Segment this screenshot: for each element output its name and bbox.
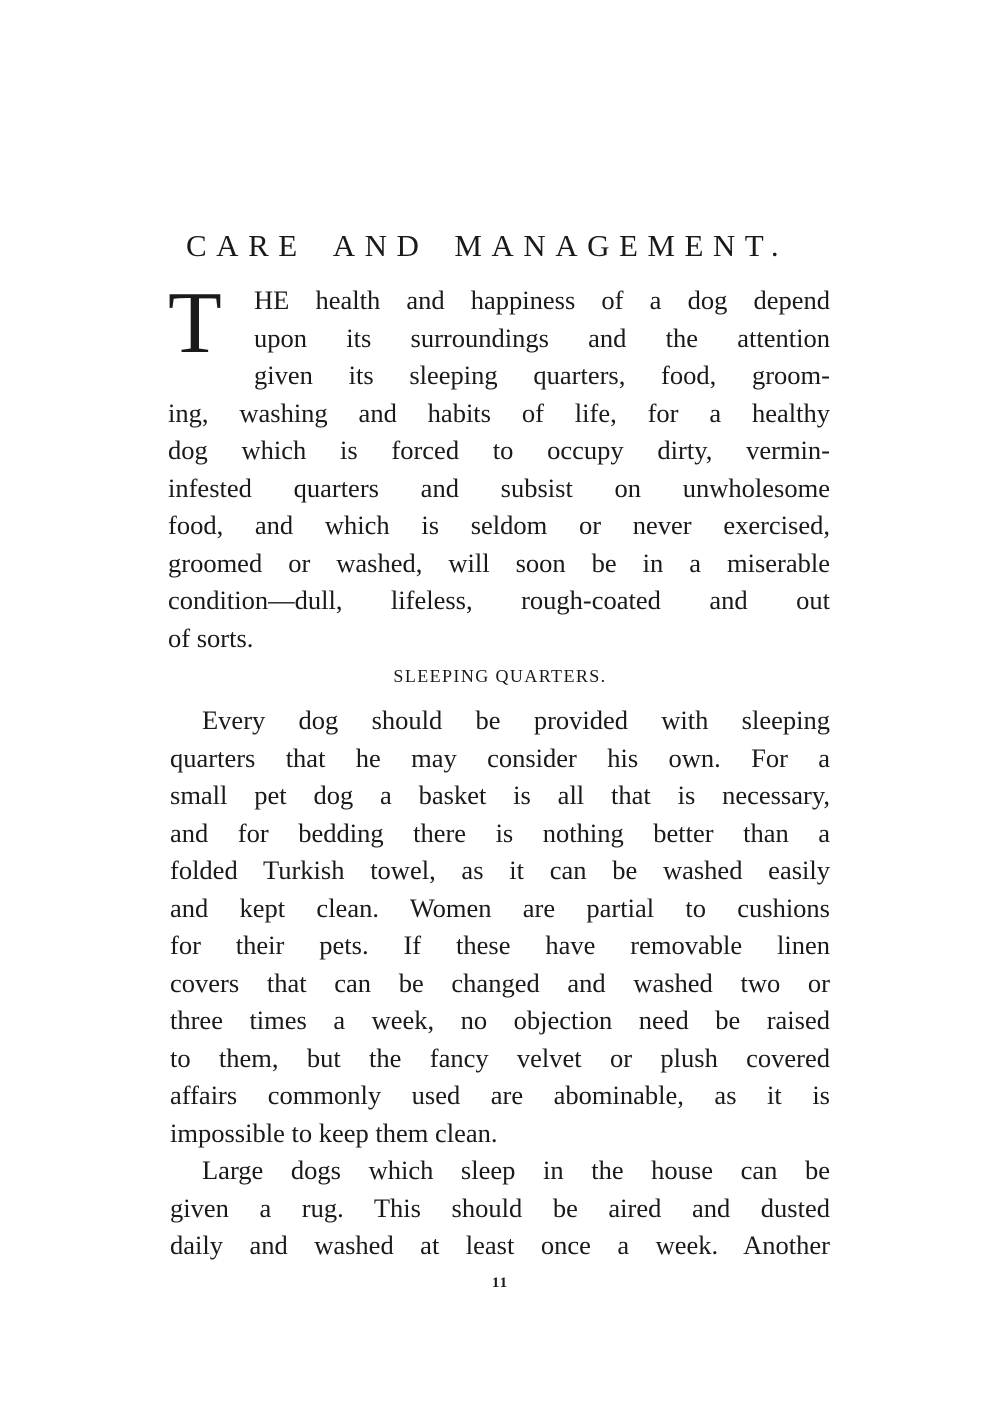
text-line: impossible to keep them clean. bbox=[170, 1117, 498, 1148]
text-line: for their pets. If these have removable linen bbox=[170, 930, 830, 960]
text-line: and kept clean. Women are partial to cushions bbox=[170, 892, 830, 923]
text-line: folded Turkish towel, as it can be washed easily bbox=[170, 855, 830, 885]
text-line: covers that can be changed and washed two or bbox=[170, 967, 830, 998]
text-line: HE health and happiness of a dog depend bbox=[254, 285, 830, 315]
text-line: three times a week, no objection need be raised bbox=[170, 1005, 830, 1035]
text-line: upon its surroundings and the attention bbox=[254, 322, 830, 353]
page-number: 11 bbox=[491, 1275, 509, 1291]
text-line: groomed or washed, will soon be in a miserable bbox=[168, 547, 830, 578]
chapter-title-word-2: AND bbox=[332, 228, 429, 263]
text-line: small pet dog a basket is all that is necessary, bbox=[170, 780, 830, 810]
text-line: of sorts. bbox=[168, 622, 254, 653]
chapter-title bbox=[186, 226, 826, 266]
text-line: and for bedding there is nothing better than a bbox=[170, 817, 830, 848]
text-line: food, and which is seldom or never exercised, bbox=[168, 510, 830, 540]
text-line: daily and washed at least once a week. Another bbox=[170, 1230, 830, 1260]
text-line: infested quarters and subsist on unwholesome bbox=[168, 472, 830, 503]
text-line: affairs commonly used are abominable, as it is bbox=[170, 1080, 830, 1110]
chapter-title-word-3: MANAGEMENT. bbox=[454, 228, 789, 263]
drop-cap: T bbox=[168, 275, 222, 372]
text-line: quarters that he may consider his own. For a bbox=[170, 742, 830, 773]
text-line: Large dogs which sleep in the house can be bbox=[202, 1155, 830, 1185]
text-line: Every dog should be provided with sleeping bbox=[202, 705, 830, 735]
section-heading: SLEEPING QUARTERS. bbox=[393, 666, 607, 686]
chapter-title-word-1: CARE bbox=[186, 228, 307, 263]
text-line: ing, washing and habits of life, for a healthy bbox=[168, 397, 830, 428]
text-line: condition—dull, lifeless, rough-coated and out bbox=[168, 585, 830, 615]
section-body bbox=[170, 702, 830, 1265]
text-line: given its sleeping quarters, food, groom- bbox=[254, 360, 830, 390]
text-line: to them, but the fancy velvet or plush covered bbox=[170, 1042, 830, 1073]
text-line: dog which is forced to occupy dirty, vermin- bbox=[168, 435, 830, 465]
text-line: given a rug. This should be aired and dusted bbox=[170, 1192, 830, 1223]
